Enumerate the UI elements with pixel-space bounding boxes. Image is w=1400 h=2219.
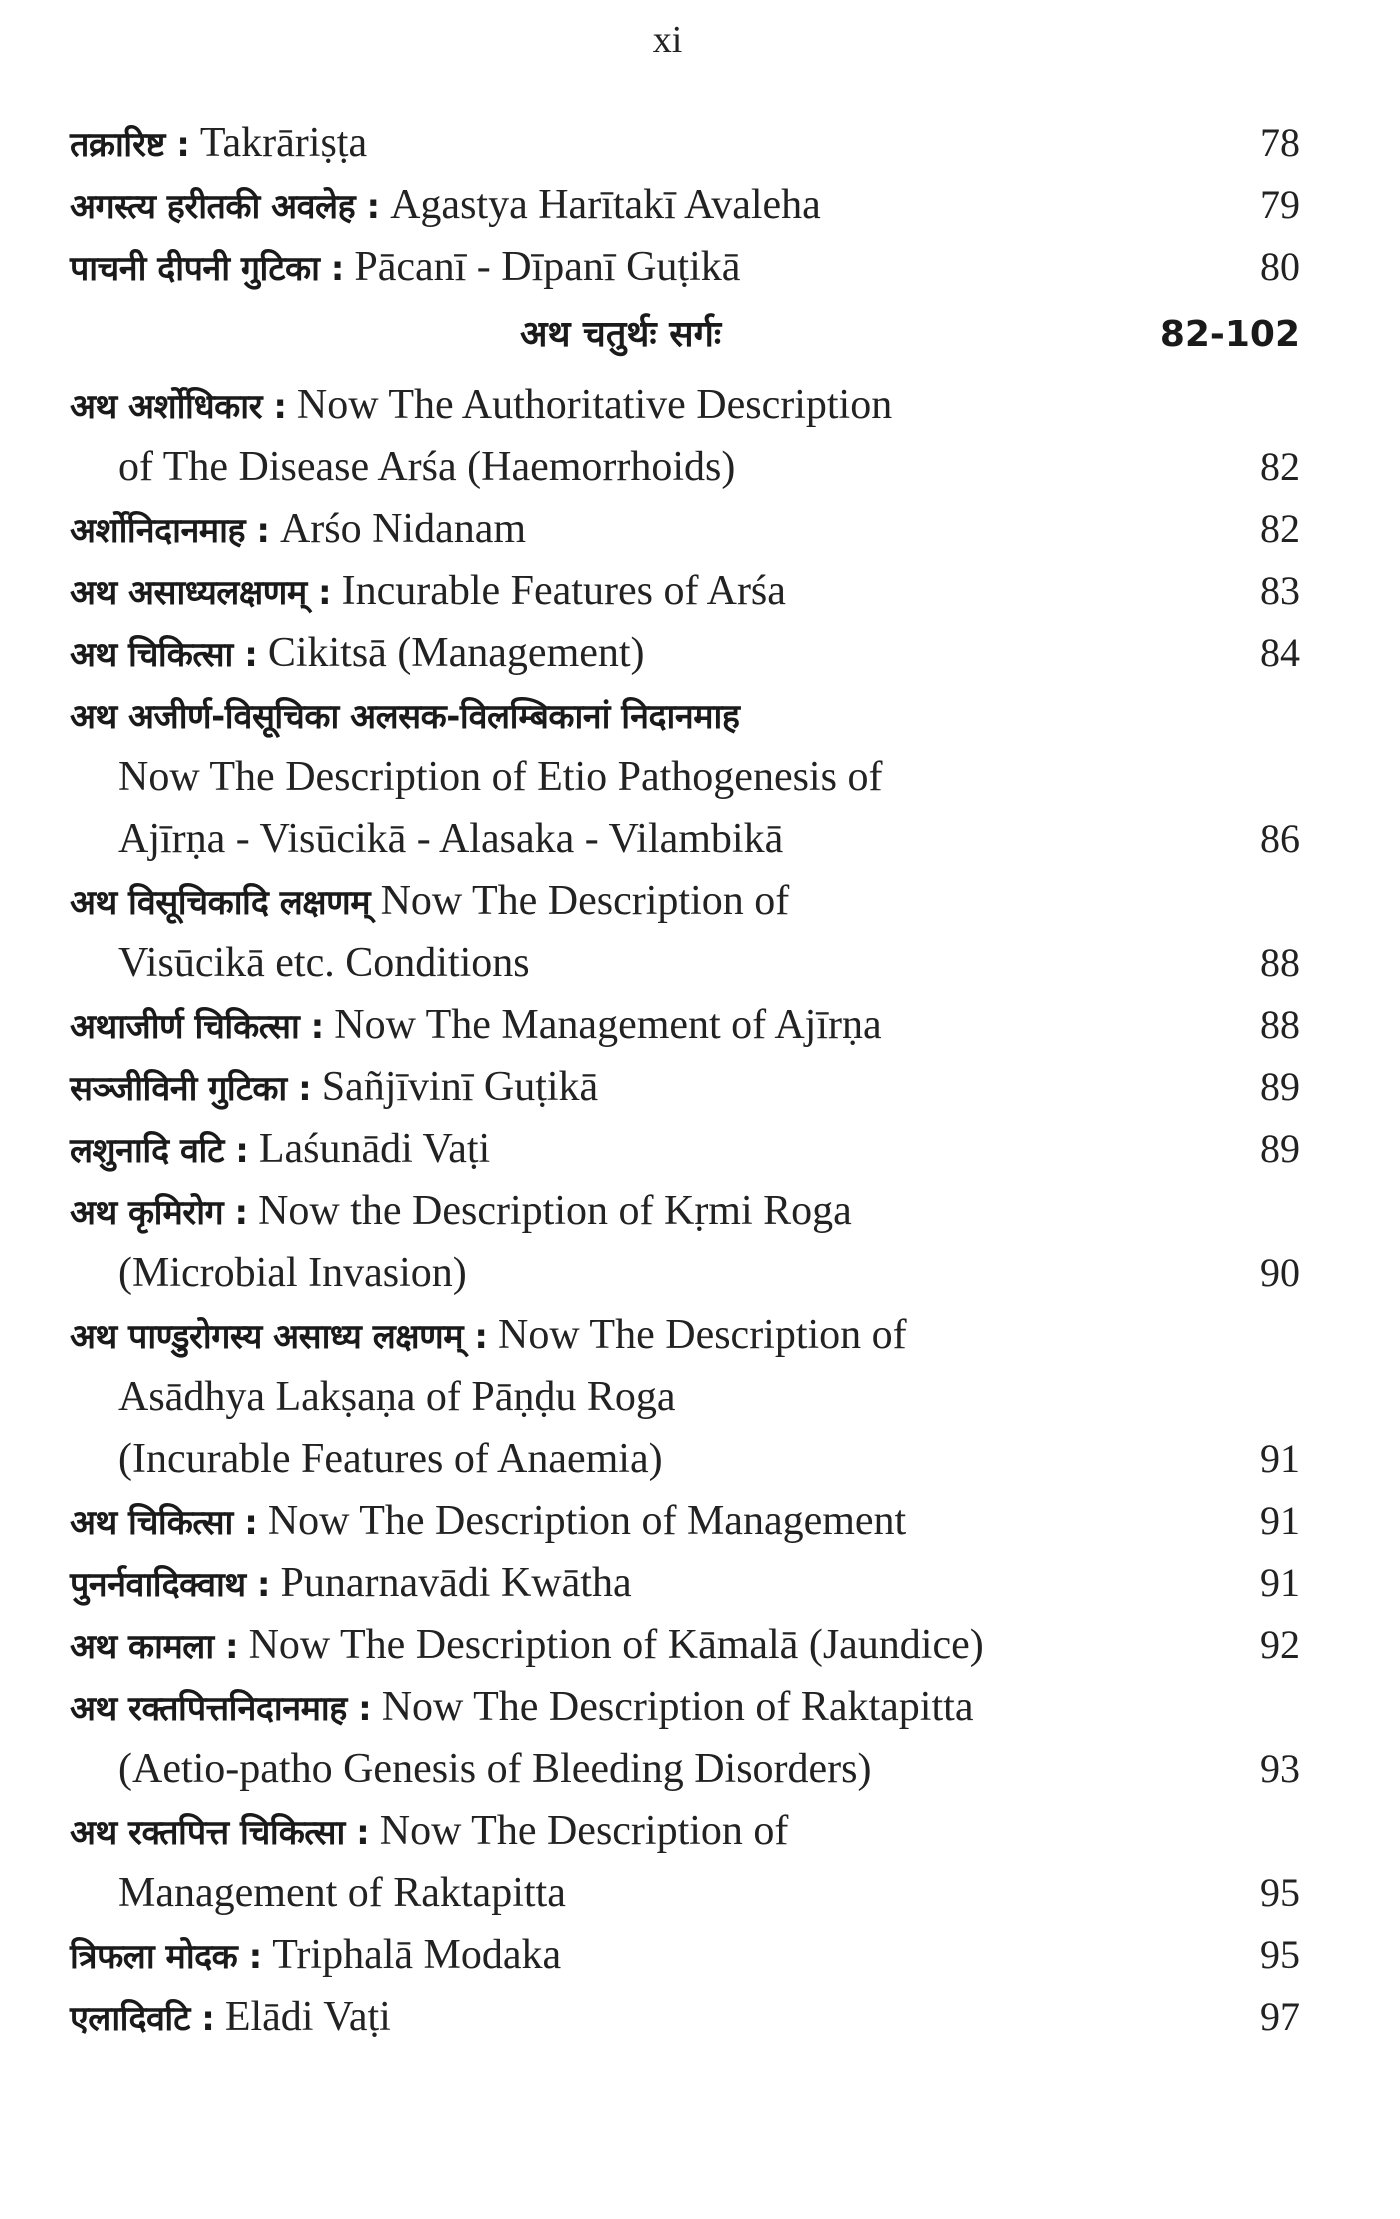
toc-entry bbox=[70, 1676, 1300, 1800]
toc-entry bbox=[70, 560, 1300, 622]
toc-entry-page-number: 95 bbox=[1260, 1870, 1300, 1915]
toc-entry-continuation-text: Management of Raktapitta bbox=[118, 1870, 566, 1916]
toc-entry-line bbox=[70, 560, 1300, 622]
toc-entry-continuation-text: Visūcikā etc. Conditions bbox=[118, 940, 530, 986]
toc-entry bbox=[70, 236, 1300, 298]
toc-entry-continuation bbox=[70, 746, 1300, 808]
toc-entry-devanagari-title: अगस्त्य हरीतकी अवलेह : bbox=[70, 187, 380, 227]
section-heading bbox=[70, 304, 1300, 366]
toc-entry-line bbox=[70, 1056, 1300, 1118]
toc-entry-devanagari-title: तक्रारिष्ट : bbox=[70, 125, 190, 165]
section-title: अथ चतुर्थः सर्गः bbox=[520, 314, 722, 355]
toc-entry-page-number: 95 bbox=[1260, 1932, 1300, 1977]
toc-entry-english-title: Elādi Vaṭi bbox=[224, 1994, 391, 2040]
toc-entry bbox=[70, 1118, 1300, 1180]
toc-entry-devanagari-title: अथ रक्तपित्त चिकित्सा : bbox=[70, 1813, 370, 1853]
toc-group-chapter-three bbox=[70, 112, 1300, 298]
toc-entry bbox=[70, 1986, 1300, 2048]
toc-entry-line bbox=[70, 622, 1300, 684]
toc-entry-line bbox=[70, 112, 1300, 174]
toc-entry-page-number: 79 bbox=[1260, 182, 1300, 227]
toc-entry-devanagari-title: अथ अजीर्ण-विसूचिका अलसक-विलम्बिकानां निदानमाह bbox=[70, 697, 740, 737]
toc-entry-continuation bbox=[70, 1428, 1300, 1490]
toc-entry-continuation-text: (Incurable Features of Anaemia) bbox=[118, 1436, 663, 1482]
toc-entry-english-title: Now The Description of bbox=[498, 1312, 907, 1358]
toc-entry-line bbox=[70, 684, 1300, 746]
toc-entry-devanagari-title: अथ अर्शोधिकार : bbox=[70, 387, 287, 427]
toc-entry-line bbox=[70, 1924, 1300, 1986]
page-number: xi bbox=[652, 19, 683, 61]
toc-entry-english-title: Sañjīvinī Guṭikā bbox=[321, 1064, 599, 1110]
toc-entry bbox=[70, 374, 1300, 498]
toc-entry-continuation bbox=[70, 808, 1300, 870]
toc-entry-page-number: 88 bbox=[1260, 1002, 1300, 1047]
toc-entry-english-title: Now The Management of Ajīrṇa bbox=[334, 1002, 882, 1048]
toc-entry-line bbox=[70, 1304, 1300, 1366]
toc-entry-devanagari-title: सञ्जीविनी गुटिका : bbox=[70, 1069, 312, 1109]
table-of-contents bbox=[70, 112, 1300, 2048]
toc-entry bbox=[70, 870, 1300, 994]
toc-entry bbox=[70, 1180, 1300, 1304]
toc-entry-devanagari-title: अथ रक्तपित्तनिदानमाह : bbox=[70, 1689, 372, 1729]
toc-entry-line bbox=[70, 994, 1300, 1056]
toc-entry-english-title: Now The Description of Management bbox=[267, 1498, 907, 1544]
toc-entry-english-title: Punarnavādi Kwātha bbox=[280, 1560, 632, 1606]
toc-entry-line bbox=[70, 1614, 1300, 1676]
toc-entry-devanagari-title: अथ कृमिरोग : bbox=[70, 1193, 248, 1233]
toc-entry-continuation bbox=[70, 1242, 1300, 1304]
toc-entry-continuation bbox=[70, 1366, 1300, 1428]
toc-entry-devanagari-title: अथ असाध्यलक्षणम् : bbox=[70, 573, 332, 613]
toc-entry-devanagari-title: अथ विसूचिकादि लक्षणम् bbox=[70, 883, 371, 923]
toc-entry-devanagari-title: अथ पाण्डुरोगस्य असाध्य लक्षणम् : bbox=[70, 1317, 488, 1357]
toc-entry-line bbox=[70, 1800, 1300, 1862]
toc-group-chapter-four bbox=[70, 374, 1300, 2048]
toc-entry bbox=[70, 1614, 1300, 1676]
toc-entry bbox=[70, 1800, 1300, 1924]
toc-entry-devanagari-title: एलादिवटि : bbox=[70, 1999, 215, 2039]
toc-entry-page-number: 91 bbox=[1260, 1498, 1300, 1543]
toc-entry bbox=[70, 994, 1300, 1056]
toc-entry-english-title: Cikitsā (Management) bbox=[267, 630, 645, 676]
toc-entry-page-number: 83 bbox=[1260, 568, 1300, 613]
toc-entry-continuation bbox=[70, 1738, 1300, 1800]
toc-entry-devanagari-title: पाचनी दीपनी गुटिका : bbox=[70, 249, 344, 289]
toc-entry-devanagari-title: त्रिफला मोदक : bbox=[70, 1937, 262, 1977]
toc-entry-english-title: Now The Authoritative Description bbox=[296, 382, 893, 428]
toc-entry-devanagari-title: लशुनादि वटि : bbox=[70, 1131, 249, 1171]
toc-entry-page-number: 88 bbox=[1260, 940, 1300, 985]
toc-entry-line bbox=[70, 1180, 1300, 1242]
toc-entry-line bbox=[70, 1118, 1300, 1180]
toc-entry bbox=[70, 1552, 1300, 1614]
toc-entry-page-number: 92 bbox=[1260, 1622, 1300, 1667]
toc-entry-english-title: Incurable Features of Arśa bbox=[341, 568, 786, 614]
toc-entry-english-title: Takrāriṣṭa bbox=[199, 120, 368, 166]
toc-entry-page-number: 93 bbox=[1260, 1746, 1300, 1791]
toc-entry-continuation-text: (Aetio-patho Genesis of Bleeding Disorders) bbox=[118, 1746, 872, 1792]
toc-entry bbox=[70, 174, 1300, 236]
toc-entry-english-title: Arśo Nidanam bbox=[279, 506, 527, 552]
toc-entry-continuation bbox=[70, 1862, 1300, 1924]
toc-entry-page-number: 89 bbox=[1260, 1064, 1300, 1109]
toc-entry-line bbox=[70, 870, 1300, 932]
toc-entry-line bbox=[70, 374, 1300, 436]
toc-entry-page-number: 84 bbox=[1260, 630, 1300, 675]
toc-entry bbox=[70, 622, 1300, 684]
toc-entry-page-number: 86 bbox=[1260, 816, 1300, 861]
toc-entry-english-title: Now The Description of bbox=[379, 1808, 789, 1854]
toc-entry-page-number: 97 bbox=[1260, 1994, 1300, 2039]
toc-entry-page-number: 82 bbox=[1260, 444, 1300, 489]
toc-entry-english-title: Agastya Harītakī Avaleha bbox=[390, 182, 821, 228]
toc-entry-devanagari-title: अथाजीर्ण चिकित्सा : bbox=[70, 1007, 324, 1047]
toc-entry-line bbox=[70, 1676, 1300, 1738]
toc-entry-continuation-text: Asādhya Lakṣaṇa of Pāṇḍu Roga bbox=[118, 1374, 676, 1420]
toc-entry-english-title: Now The Description of bbox=[380, 878, 790, 924]
toc-entry-continuation-text: (Microbial Invasion) bbox=[118, 1250, 467, 1296]
toc-entry-page-number: 91 bbox=[1260, 1436, 1300, 1481]
toc-entry-continuation-text: Ajīrṇa - Visūcikā - Alasaka - Vilambikā bbox=[118, 816, 784, 862]
toc-entry-page-number: 89 bbox=[1260, 1126, 1300, 1171]
toc-entry bbox=[70, 1056, 1300, 1118]
toc-entry-page-number: 90 bbox=[1260, 1250, 1300, 1295]
toc-entry-continuation-text: of The Disease Arśa (Haemorrhoids) bbox=[118, 444, 736, 490]
toc-entry-english-title: Pācanī - Dīpanī Guṭikā bbox=[354, 244, 741, 290]
toc-entry-continuation bbox=[70, 932, 1300, 994]
toc-entry-line bbox=[70, 174, 1300, 236]
toc-entry bbox=[70, 684, 1300, 870]
toc-entry bbox=[70, 1924, 1300, 1986]
toc-entry-devanagari-title: पुनर्नवादिक्वाथ : bbox=[70, 1565, 271, 1605]
toc-entry-page-number: 91 bbox=[1260, 1560, 1300, 1605]
section-page-range: 82-102 bbox=[1159, 314, 1300, 355]
toc-entry-continuation bbox=[70, 436, 1300, 498]
toc-entry-english-title: Now The Description of Kāmalā (Jaundice) bbox=[248, 1622, 984, 1668]
toc-entry-line bbox=[70, 1986, 1300, 2048]
toc-entry-english-title: Now the Description of Kṛmi Roga bbox=[258, 1188, 852, 1234]
toc-entry-line bbox=[70, 1490, 1300, 1552]
toc-entry-page-number: 82 bbox=[1260, 506, 1300, 551]
toc-entry-english-title: Now The Description of Raktapitta bbox=[381, 1684, 974, 1730]
toc-entry bbox=[70, 1304, 1300, 1490]
toc-entry bbox=[70, 498, 1300, 560]
toc-entry-continuation-text: Now The Description of Etio Pathogenesis of bbox=[118, 754, 883, 800]
toc-entry-page-number: 78 bbox=[1260, 120, 1300, 165]
toc-entry-devanagari-title: अथ कामला : bbox=[70, 1627, 239, 1667]
toc-entry-line bbox=[70, 236, 1300, 298]
toc-entry-devanagari-title: अथ चिकित्सा : bbox=[70, 1503, 258, 1543]
toc-entry bbox=[70, 112, 1300, 174]
toc-entry-english-title: Laśunādi Vaṭi bbox=[258, 1126, 491, 1172]
toc-entry bbox=[70, 1490, 1300, 1552]
toc-entry-devanagari-title: अर्शोनिदानमाह : bbox=[70, 511, 270, 551]
toc-entry-english-title: Triphalā Modaka bbox=[272, 1932, 562, 1978]
toc-entry-page-number: 80 bbox=[1260, 244, 1300, 289]
toc-entry-line bbox=[70, 498, 1300, 560]
toc-entry-line bbox=[70, 1552, 1300, 1614]
toc-entry-devanagari-title: अथ चिकित्सा : bbox=[70, 635, 258, 675]
